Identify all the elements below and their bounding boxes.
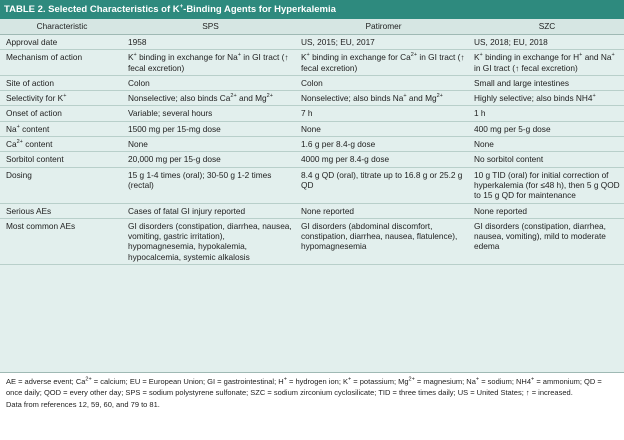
cell-szc: Small and large intestines	[470, 75, 624, 90]
cell-sps: Cases of fatal GI injury reported	[124, 203, 297, 218]
cell-sps: Variable; several hours	[124, 106, 297, 121]
table-body-region	[0, 19, 624, 372]
cell-szc: None reported	[470, 203, 624, 218]
cell-patiromer: Nonselective; also binds Na+ and $Mg^{2+}$	[297, 91, 470, 106]
row-label: Sorbitol content	[0, 152, 124, 167]
table-row	[0, 218, 624, 264]
row-label: Serious AEs	[0, 203, 124, 218]
cell-sps: 20,000 mg per 15-g dose	[124, 152, 297, 167]
header-patiromer: Patiromer	[297, 19, 470, 35]
cell-sps: None	[124, 137, 297, 152]
cell-szc: Highly selective; also binds NH4+	[470, 91, 624, 106]
cell-sps: K+ binding in exchange for Na+ in GI tract (↑ fecal excretion)	[124, 50, 297, 76]
table-row	[0, 91, 624, 106]
cell-patiromer: Colon	[297, 75, 470, 90]
cell-szc: GI disorders (constipation, diarrhea, nausea, vomiting), mild to moderate edema	[470, 218, 624, 264]
cell-patiromer: US, 2015; EU, 2017	[297, 35, 470, 50]
header-szc: SZC	[470, 19, 624, 35]
header-characteristic: Characteristic	[0, 19, 124, 35]
cell-sps: 15 g 1-4 times (oral); 30-50 g 1-2 times (rectal)	[124, 167, 297, 203]
row-label: Approval date	[0, 35, 124, 50]
cell-patiromer: K+ binding in exchange for $Ca^{2+}$ in GI tract (↑ fecal excretion)	[297, 50, 470, 76]
cell-patiromer: 7 h	[297, 106, 470, 121]
row-label: Selectivity for K+	[0, 91, 124, 106]
table-title	[0, 0, 624, 19]
row-label: Mechanism of action	[0, 50, 124, 76]
title-superscript: +	[179, 3, 184, 10]
cell-patiromer: None reported	[297, 203, 470, 218]
cell-patiromer: None	[297, 121, 470, 136]
row-label: Site of action	[0, 75, 124, 90]
header-sps: SPS	[124, 19, 297, 35]
table-row	[0, 152, 624, 167]
row-label: Na+ content	[0, 121, 124, 136]
table-row	[0, 106, 624, 121]
table-row	[0, 75, 624, 90]
cell-patiromer: GI disorders (abdominal discomfort, constipation, diarrhea, nausea, flatulence), hypomagnesemia	[297, 218, 470, 264]
table-row	[0, 50, 624, 76]
source-footnote: Data from references 12, 59, 60, and 79 to 81.	[6, 400, 160, 409]
row-label: Onset of action	[0, 106, 124, 121]
row-label: $Ca^{2+}$ content	[0, 137, 124, 152]
table-row	[0, 137, 624, 152]
table-row	[0, 167, 624, 203]
cell-sps: Nonselective; also binds $Ca^{2+}$ and $Mg^{2+}$	[124, 91, 297, 106]
row-label: Dosing	[0, 167, 124, 203]
title-prefix: TABLE 2. Selected Characteristics of K	[4, 4, 180, 15]
cell-szc: None	[470, 137, 624, 152]
cell-patiromer: 1.6 g per 8.4-g dose	[297, 137, 470, 152]
cell-szc: US, 2018; EU, 2018	[470, 35, 624, 50]
cell-szc: 400 mg per 5-g dose	[470, 121, 624, 136]
cell-sps: 1958	[124, 35, 297, 50]
cell-szc: 10 g TID (oral) for initial correction of hyperkalemia (for ≤48 h), then 5 g QOD to 15 g QD for maintenance	[470, 167, 624, 203]
footnotes	[0, 372, 624, 440]
table-row	[0, 121, 624, 136]
cell-szc: No sorbitol content	[470, 152, 624, 167]
table-row	[0, 35, 624, 50]
header-row	[0, 19, 624, 35]
cell-szc: K+ binding in exchange for H+ and Na+ in GI tract (↑ fecal excretion)	[470, 50, 624, 76]
cell-sps: Colon	[124, 75, 297, 90]
row-label: Most common AEs	[0, 218, 124, 264]
cell-patiromer: 8.4 g QD (oral), titrate up to 16.8 g or 25.2 g QD	[297, 167, 470, 203]
table-row	[0, 203, 624, 218]
characteristics-table	[0, 19, 624, 265]
cell-patiromer: 4000 mg per 8.4-g dose	[297, 152, 470, 167]
cell-sps: 1500 mg per 15-mg dose	[124, 121, 297, 136]
cell-sps: GI disorders (constipation, diarrhea, nausea, vomiting, gastric irritation), hypomagnesemia, hypokalemia, hypocalcemia, systemic alkalosis	[124, 218, 297, 264]
title-suffix: -Binding Agents for Hyperkalemia	[183, 4, 336, 15]
abbreviations-footnote: AE = adverse event; $Ca^{2+}$ = calcium; EU = European Union; GI = gastrointestinal; H+ = hydrogen ion; K+ = potassium; $Mg^{2+}$ = magnesium; Na+ = sodium; NH4+ = ammonium; QD = once daily; QOD = every other day; SPS = sodium polystyrene sulfonate; SZC = sodium zirconium cyclosilicate; TID = three times daily; US = United States; ↑ = increased.	[6, 376, 602, 397]
cell-szc: 1 h	[470, 106, 624, 121]
